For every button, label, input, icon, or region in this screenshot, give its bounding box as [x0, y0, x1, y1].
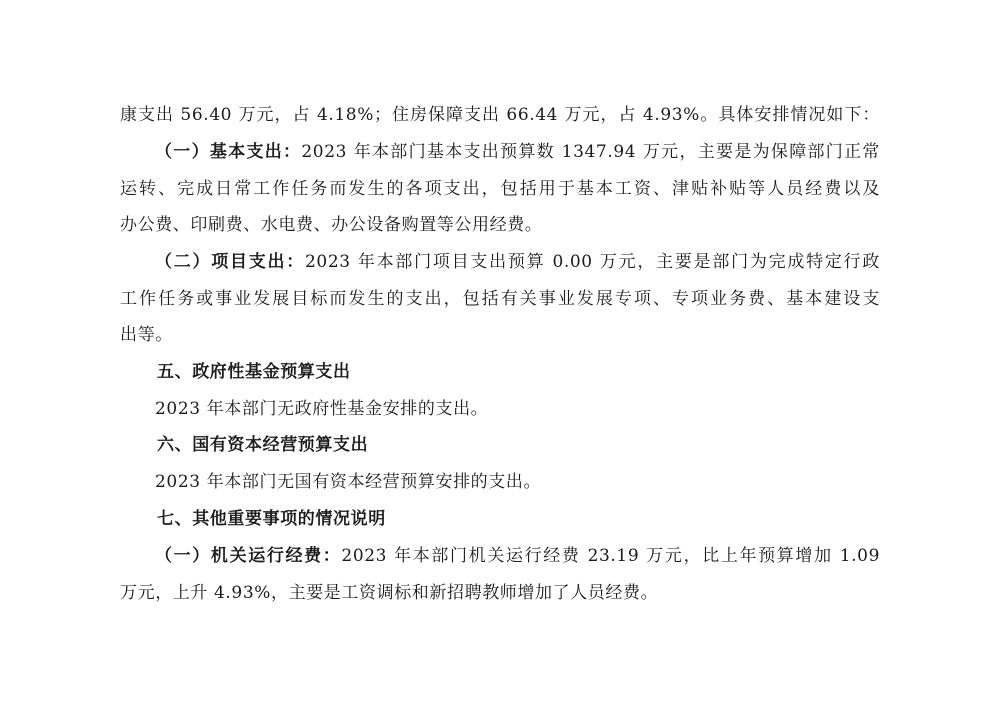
section-heading-5: 五、政府性基金预算支出 — [157, 362, 351, 382]
paragraph-line: 2023 年本部门无国有资本经营预算安排的支出。 — [155, 472, 542, 492]
paragraph-operating-expenses — [155, 544, 880, 568]
paragraph-line: 康支出 56.40 万元，占 4.18%；住房保障支出 66.44 万元，占 4.93%。具体安排情况如下： — [120, 105, 880, 125]
paragraph-project-expenditure — [155, 250, 880, 274]
paragraph-line: 运转、完成日常工作任务而发生的各项支出，包括用于基本工资、津贴补贴等人员经费以及 — [120, 179, 880, 199]
paragraph-text: 2023 年本部门项目支出预算 0.00 万元，主要是部门为完成特定行政 — [305, 252, 880, 272]
paragraph-line: 万元，上升 4.93%，主要是工资调标和新招聘教师增加了人员经费。 — [120, 583, 659, 603]
section-heading-6: 六、国有资本经营预算支出 — [157, 435, 369, 455]
paragraph-line: 办公费、印刷费、水电费、办公设备购置等公用经费。 — [120, 215, 543, 235]
paragraph-line: 2023 年本部门无政府性基金安排的支出。 — [155, 399, 489, 419]
paragraph-basic-expenditure — [155, 140, 880, 164]
paragraph-text: 2023 年本部门机关运行经费 23.19 万元，比上年预算增加 1.09 — [341, 546, 881, 566]
section-heading-7: 七、其他重要事项的情况说明 — [157, 509, 386, 529]
paragraph-line: 出等。 — [120, 325, 173, 345]
section-label: （一）基本支出： — [155, 142, 302, 162]
paragraph-text: 2023 年本部门基本支出预算数 1347.94 万元，主要是为保障部门正常 — [301, 142, 880, 162]
section-label: （二）项目支出： — [155, 252, 305, 272]
paragraph-line: 工作任务或事业发展目标而发生的支出，包括有关事业发展专项、专项业务费、基本建设支 — [120, 289, 880, 309]
section-label: （一）机关运行经费： — [155, 546, 342, 566]
